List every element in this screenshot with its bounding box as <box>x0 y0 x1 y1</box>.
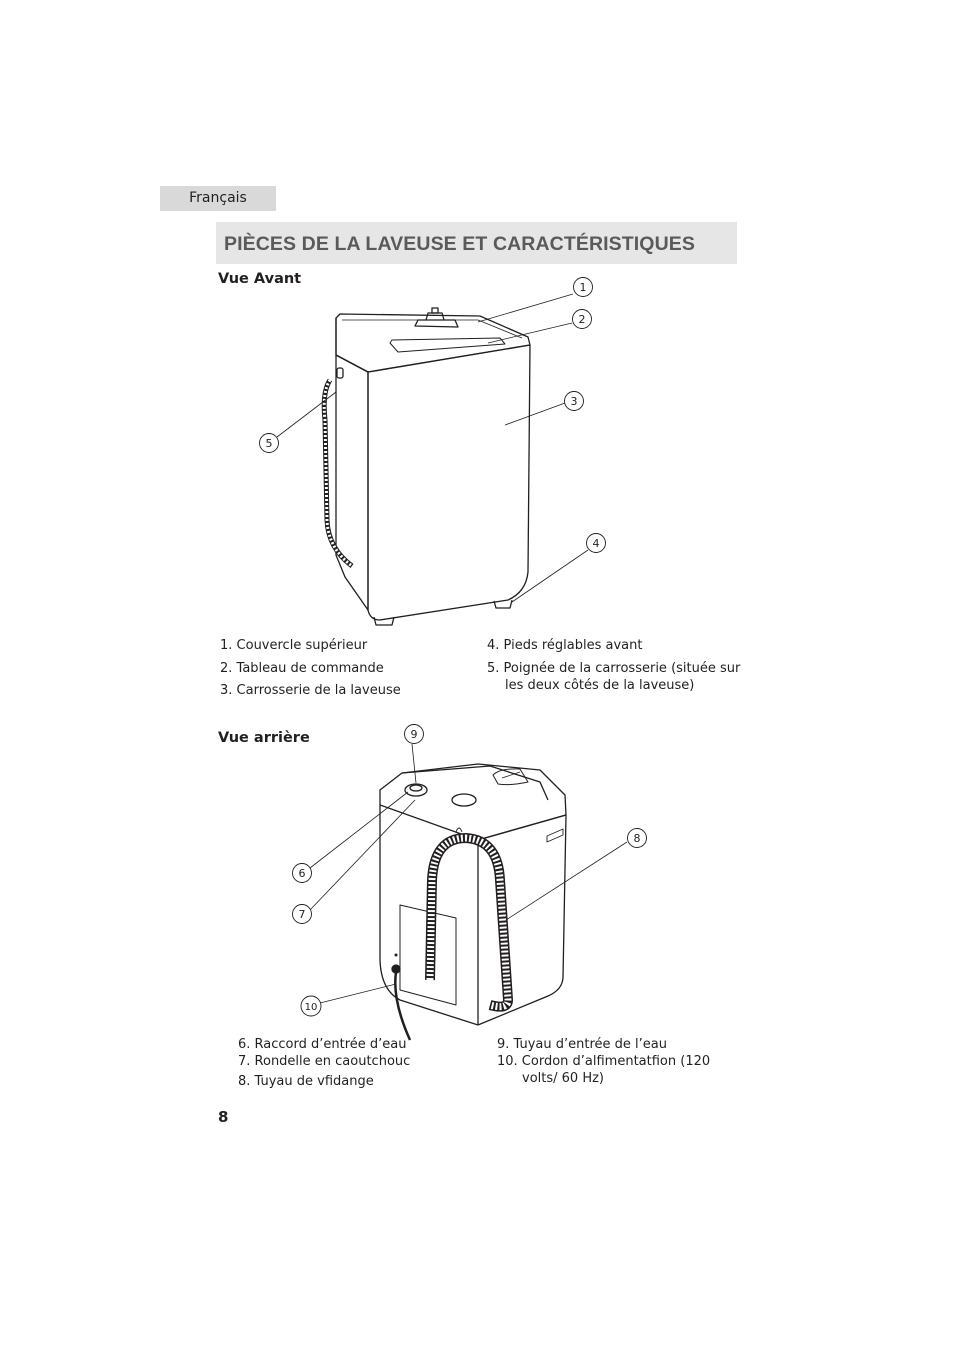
callout-8: 8 <box>633 832 641 845</box>
legend-item-3: 3. Carrosserie de la laveuse <box>220 683 401 698</box>
callout-5: 5 <box>265 437 273 450</box>
legend-item-5-cont: les deux côtés de la laveuse) <box>505 678 695 693</box>
legend-item-10-cont: volts/ 60 Hz) <box>522 1071 604 1086</box>
callout-3: 3 <box>570 395 578 408</box>
callout-4: 4 <box>592 537 600 550</box>
legend-item-1: 1. Couvercle supérieur <box>220 638 368 653</box>
legend-item-10: 10. Cordon d’alfimentatfion (120 <box>497 1054 711 1069</box>
rear-view-illustration <box>290 720 660 1045</box>
legend-item-4: 4. Pieds réglables avant <box>487 638 643 653</box>
page-number: 8 <box>218 1108 229 1126</box>
callout-6: 6 <box>298 867 306 880</box>
callout-9: 9 <box>410 728 418 741</box>
rear-view-heading: Vue arrière <box>218 730 310 746</box>
callout-7: 7 <box>298 908 306 921</box>
legend-item-5: 5. Poignée de la carrosserie (située sur <box>487 661 741 676</box>
section-title-bar <box>216 222 737 264</box>
front-view-illustration <box>250 270 630 635</box>
legend-item-8: 8. Tuyau de vfidange <box>238 1074 374 1089</box>
legend-item-6: 6. Raccord d’entrée d’eau <box>238 1037 407 1052</box>
legend-item-9: 9. Tuyau d’entrée de l’eau <box>497 1037 668 1052</box>
page-title: PIÈCES DE LA LAVEUSE ET CARACTÉRISTIQUES <box>224 233 695 255</box>
legend-item-7: 7. Rondelle en caoutchouc <box>238 1054 411 1069</box>
front-view-heading: Vue Avant <box>218 271 302 287</box>
callout-10: 10 <box>304 1002 318 1013</box>
callout-1: 1 <box>579 281 587 294</box>
legend-item-2: 2. Tableau de commande <box>220 661 384 676</box>
language-tab: Français <box>160 186 276 211</box>
front-callouts <box>260 278 606 553</box>
callout-2: 2 <box>578 313 586 326</box>
